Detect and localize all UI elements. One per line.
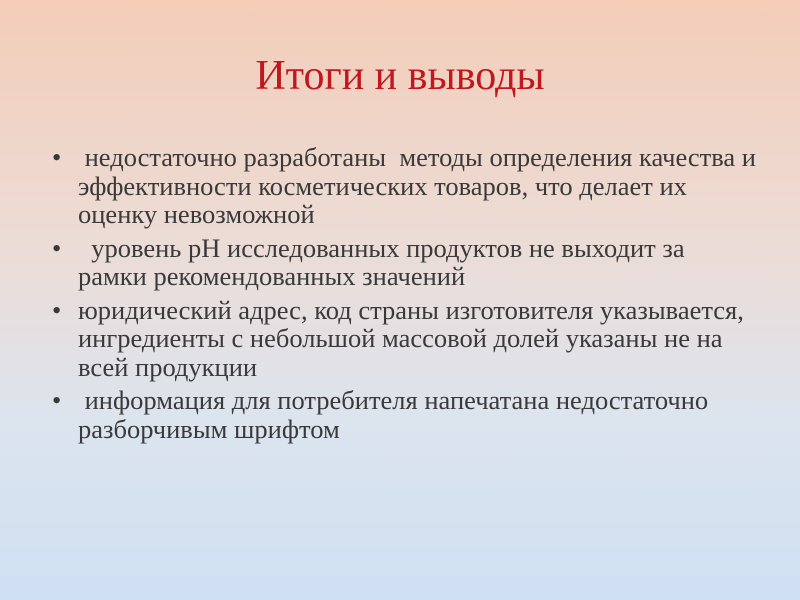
bullet-text: юридический адрес, код страны изготовителя указывается, ингредиенты с небольшой массовой долей указаны не на всей продукции xyxy=(78,294,751,382)
bullet-marker: • xyxy=(52,232,62,263)
bullet-item xyxy=(40,296,760,382)
bullet-text: недостаточно разработаны методы определения качества и эффективности косметических товаров, что делает их оценку невозможной xyxy=(78,142,763,229)
bullet-text: информация для потребителя напечатана недостаточно разборчивым шрифтом xyxy=(78,385,715,444)
bullet-item xyxy=(40,234,760,291)
bullet-item xyxy=(40,142,763,229)
bullet-text: уровень рН исследованных продуктов не выходит за рамки рекомендованных значений xyxy=(78,232,692,291)
bullet-marker: • xyxy=(52,385,62,415)
bullet-list xyxy=(40,142,763,448)
bullet-marker: • xyxy=(52,294,62,325)
bullet-marker: • xyxy=(52,142,62,172)
bullet-item xyxy=(40,386,760,443)
slide-title: Итоги и выводы xyxy=(255,53,545,99)
